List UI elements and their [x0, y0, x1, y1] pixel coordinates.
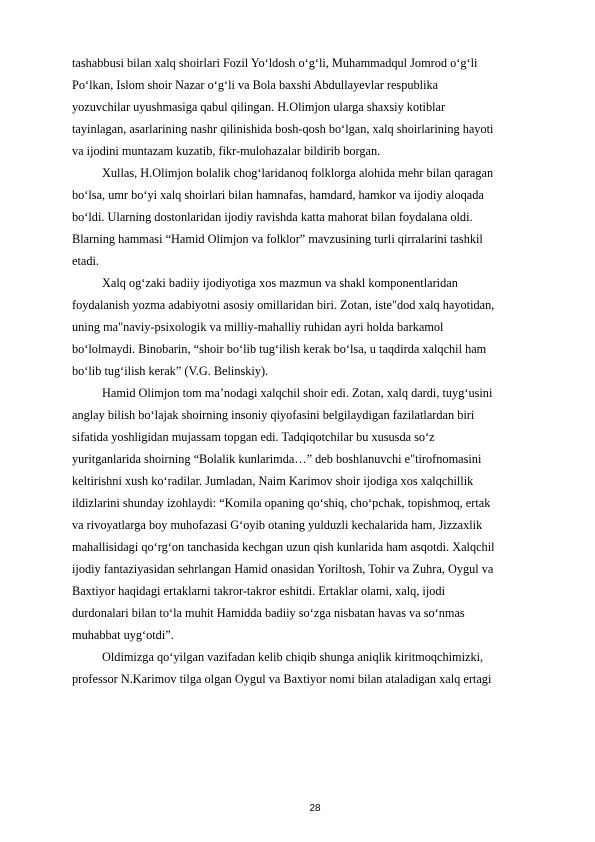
text-line: anglay bilish bo‘lajak shoirning insoniy qiyofasini belgilaydigan fazilatlardan biri — [72, 408, 475, 422]
text-line: Blarning hammasi “Hamid Olimjon va folklor” mavzusining turli qirralarini tashkil — [72, 232, 483, 246]
text-line: foydalanish yozma adabiyotni asosiy omillaridan biri. Zotan, iste"dod xalq hayotidan, — [72, 298, 495, 312]
text-line: yuritganlarida shoirning “Bolalik kunlarimda…” deb boshlanuvchi e"tirofnomasini — [72, 452, 482, 466]
text-line: mahallisidagi qo‘rg‘on tanchasida kechgan uzun qish kunlarida ham asqotdi. Xalqchil — [72, 540, 495, 554]
text-line: etadi. — [72, 254, 99, 268]
text-line: va rivoyatlarga boy muhofazasi G‘oyib otaning yulduzli kechalarida ham, Jizzaxlik — [72, 518, 483, 532]
text-line: Baxtiyor haqidagi ertaklarni takror-takror eshitdi. Ertaklar olami, xalq, ijodi — [72, 584, 445, 598]
text-line: bo‘ldi. Ularning dostonlaridan ijodiy ravishda katta mahorat bilan foydalana oldi. — [72, 210, 473, 224]
text-line: ijodiy fantaziyasidan sehrlangan Hamid onasidan Yoriltosh, Tohir va Zuhra, Oygul va — [72, 562, 494, 576]
text-line: keltirishni xush ko‘radilar. Jumladan, Naim Karimov shoir ijodiga xos xalqchillik — [72, 474, 474, 488]
text-line: professor N.Karimov tilga olgan Oygul va Baxtiyor nomi bilan ataladigan xalq ertagi — [72, 672, 492, 686]
page-number: 28 — [309, 803, 321, 814]
text-line: yozuvchilar uyushmasiga qabul qilingan. H.Olimjon ularga shaxsiy kotiblar — [72, 100, 446, 114]
text-line: durdonalari bilan to‘la muhit Hamidda badiiy so‘zga nisbatan havas va so‘nmas — [72, 606, 465, 620]
text-line: sifatida yoshligidan mujassam topgan edi. Tadqiqotchilar bu xususda so‘z — [72, 430, 435, 444]
paragraph-start-line: Hamid Olimjon tom ma’nodagi xalqchil shoir edi. Zotan, xalq dardi, tuyg‘usini — [102, 386, 493, 400]
paragraph-start-line: Xullas, H.Olimjon bolalik chog‘laridanoq folklorga alohida mehr bilan qaragan — [102, 166, 494, 180]
text-line: va ijodini muntazam kuzatib, fikr-mulohazalar bildirib borgan. — [72, 144, 381, 158]
paragraph-start-line: Oldimizga qo‘yilgan vazifadan kelib chiqib shunga aniqlik kiritmoqchimizki, — [102, 650, 484, 664]
text-line: Po‘lkan, Islom shoir Nazar o‘g‘li va Bola baxshi Abdullayevlar respublika — [72, 78, 439, 92]
text-line: tayinlagan, asarlarining nashr qilinishida bosh-qosh bo‘lgan, xalq shoirlarining hayoti — [72, 122, 494, 136]
text-line: muhabbat uyg‘otdi”. — [72, 628, 174, 642]
text-line: ildizlarini shunday izohlaydi: “Komila opaning qo‘shiq, cho‘pchak, topishmoq, ertak — [72, 496, 491, 510]
document-body — [72, 52, 558, 690]
text-line: tashabbusi bilan xalq shoirlari Fozil Yo‘ldosh o‘g‘li, Muhammadqul Jomrod o‘g‘li — [72, 56, 478, 70]
text-line: uning ma"naviy-psixologik va milliy-mahalliy ruhidan ayri holda barkamol — [72, 320, 444, 334]
text-line: bo‘lib tug‘ilish kerak” (V.G. Belinskiy). — [72, 364, 269, 378]
text-line: bo‘lsa, umr bo‘yi xalq shoirlari bilan hamnafas, hamdard, hamkor va ijodiy aloqada — [72, 188, 484, 202]
paragraph-start-line: Xalq og‘zaki badiiy ijodiyotiga xos mazmun va shakl komponentlaridan — [102, 276, 458, 290]
text-line: bo‘lolmaydi. Binobarin, “shoir bo‘lib tug‘ilish kerak bo‘lsa, u taqdirda xalqchil ham — [72, 342, 487, 356]
